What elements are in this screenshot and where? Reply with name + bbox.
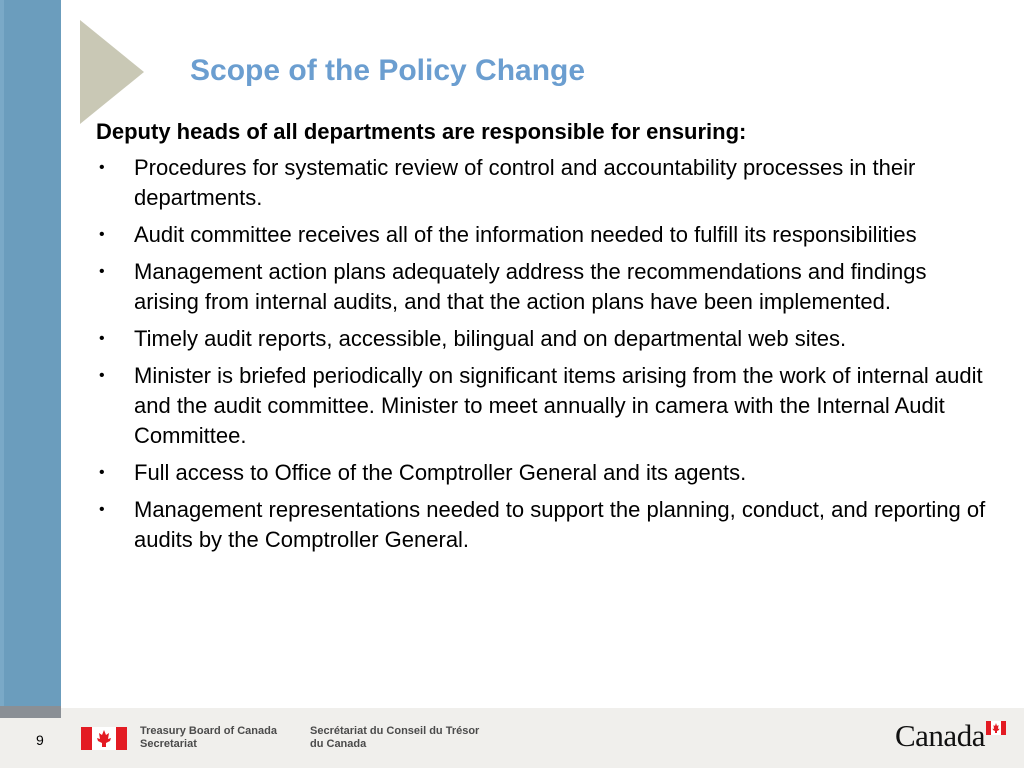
- canada-wordmark: Canada: [895, 718, 985, 753]
- bullet-marker: •: [99, 159, 105, 176]
- footer-corner-strip: [0, 706, 61, 718]
- page-title: Scope of the Policy Change: [190, 54, 586, 87]
- bullet-marker: •: [99, 226, 105, 243]
- bullet-text: Full access to Office of the Comptroller General and its agents.: [134, 460, 747, 485]
- bullet-text: Management representations needed to support the planning, conduct, and reporting of audits by the Comptroller General.: [134, 497, 986, 552]
- bullet-item: [96, 458, 996, 488]
- title-arrow-icon: [80, 20, 144, 124]
- wordmark-flag-icon: [986, 721, 1006, 735]
- canada-flag-icon: [81, 727, 127, 750]
- page-number: 9: [36, 732, 44, 748]
- bullet-marker: •: [99, 263, 105, 280]
- department-name-english: [140, 725, 277, 751]
- bullet-marker: •: [99, 501, 105, 518]
- left-accent-edge: [0, 0, 4, 708]
- bullet-item: [96, 495, 996, 555]
- bullet-item: [96, 324, 996, 354]
- bullet-marker: •: [99, 330, 105, 347]
- department-english-line: Secretariat: [140, 738, 197, 750]
- bullet-marker: •: [99, 464, 105, 481]
- left-accent-bar: [0, 0, 61, 708]
- slide-content: [96, 117, 996, 562]
- department-french-line: du Canada: [310, 738, 367, 750]
- bullet-item: [96, 153, 996, 213]
- department-french-line: Secrétariat du Conseil du Trésor: [310, 725, 480, 737]
- bullet-marker: •: [99, 367, 105, 384]
- bullet-text: Management action plans adequately address the recommendations and findings arising from internal audits, and that the action plans have been implemented.: [134, 259, 927, 314]
- bullet-item: [96, 257, 996, 317]
- intro-statement: Deputy heads of all departments are responsible for ensuring:: [96, 119, 747, 144]
- bullet-list: [96, 153, 996, 555]
- department-english-line: Treasury Board of Canada: [140, 725, 277, 737]
- department-name-french: [310, 725, 479, 751]
- bullet-text: Audit committee receives all of the information needed to fulfill its responsibilities: [134, 222, 917, 247]
- bullet-item: [96, 220, 996, 250]
- bullet-item: [96, 361, 996, 451]
- bullet-text: Minister is briefed periodically on significant items arising from the work of internal audit and the audit committee. Minister to meet annually in camera with the Internal Audit Committee.: [134, 363, 983, 448]
- bullet-text: Timely audit reports, accessible, bilingual and on departmental web sites.: [134, 326, 847, 351]
- bullet-text: Procedures for systematic review of control and accountability processes in their departments.: [134, 155, 916, 210]
